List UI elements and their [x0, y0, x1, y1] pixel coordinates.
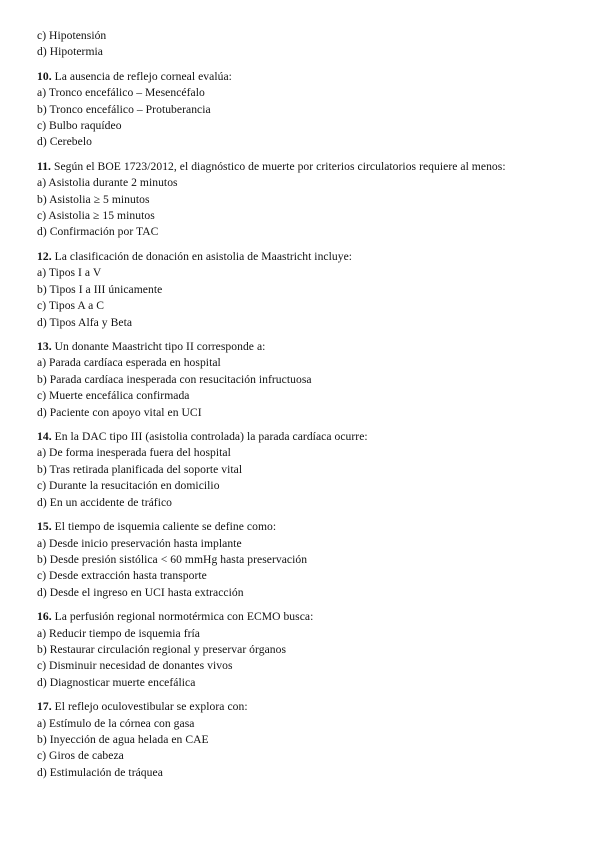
- question-text: La perfusión regional normotérmica con ECMO busca:: [51, 610, 314, 624]
- option-d: d) Tipos Alfa y Beta: [37, 315, 133, 329]
- question-15: [37, 519, 587, 601]
- option-b: b) Tipos I a III únicamente: [37, 282, 163, 296]
- question-number: 14.: [37, 430, 52, 444]
- question-10: [37, 69, 587, 151]
- option-d: d) Diagnosticar muerte encefálica: [37, 675, 196, 689]
- option-c: c) Asistolia ≥ 15 minutos: [37, 209, 155, 223]
- option-a: a) Tronco encefálico – Mesencéfalo: [37, 86, 205, 100]
- question-stem: [37, 249, 587, 265]
- option-b: b) Tronco encefálico – Protuberancia: [37, 102, 211, 116]
- option-b: b) Parada cardíaca inesperada con resucitación infructuosa: [37, 372, 312, 386]
- question-stem: [37, 519, 587, 535]
- option-c: c) Desde extracción hasta transporte: [37, 569, 207, 583]
- question-number: 11.: [37, 159, 52, 173]
- option-a: a) Desde inicio preservación hasta implante: [37, 536, 242, 550]
- question-number: 16.: [37, 610, 52, 624]
- question-text: Un donante Maastricht tipo II corresponde a:: [51, 340, 266, 354]
- option-b: b) Restaurar circulación regional y preservar órganos: [37, 642, 287, 656]
- question-11: [37, 159, 587, 241]
- option-b: b) Tras retirada planificada del soporte vital: [37, 462, 243, 476]
- option-a: a) De forma inesperada fuera del hospital: [37, 446, 231, 460]
- question-text: Según el BOE 1723/2012, el diagnóstico de muerte por criterios circulatorios requiere al menos:: [51, 159, 506, 173]
- option-d: d) Estimulación de tráquea: [37, 765, 163, 779]
- option-b: b) Asistolia ≥ 5 minutos: [37, 192, 150, 206]
- question-number: 17.: [37, 700, 52, 714]
- option-text: c) Hipotensión: [37, 29, 107, 42]
- option-c: c) Bulbo raquídeo: [37, 119, 122, 133]
- question-16: [37, 609, 587, 691]
- question-text: La clasificación de donación en asistolia de Maastricht incluye:: [51, 249, 353, 263]
- option-c: c) Tipos A a C: [37, 299, 105, 313]
- option-b: b) Inyección de agua helada en CAE: [37, 732, 209, 746]
- question-stem: [37, 159, 587, 175]
- question-text: El reflejo oculovestibular se explora con:: [51, 700, 248, 714]
- question-text: En la DAC tipo III (asistolia controlada) la parada cardíaca ocurre:: [51, 430, 368, 444]
- question-14: [37, 429, 587, 511]
- question-text: El tiempo de isquemia caliente se define como:: [51, 520, 277, 534]
- option-d: d) En un accidente de tráfico: [37, 495, 173, 509]
- option-a: a) Tipos I a V: [37, 266, 102, 280]
- option-c: c) Disminuir necesidad de donantes vivos: [37, 659, 233, 673]
- option-a: a) Estímulo de la córnea con gasa: [37, 716, 195, 730]
- question-stem: [37, 699, 587, 715]
- option-a: a) Parada cardíaca esperada en hospital: [37, 356, 221, 370]
- option-a: a) Asistolia durante 2 minutos: [37, 176, 178, 190]
- option-b: b) Desde presión sistólica < 60 mmHg hasta preservación: [37, 552, 308, 566]
- document-page: [37, 28, 587, 781]
- option-d: d) Confirmación por TAC: [37, 225, 159, 239]
- question-number: 13.: [37, 340, 52, 354]
- question-text: La ausencia de reflejo corneal evalúa:: [51, 69, 232, 83]
- option-text: d) Hipotermia: [37, 45, 104, 59]
- question-13: [37, 339, 587, 421]
- question-stem: [37, 339, 587, 355]
- option-c: c) Muerte encefálica confirmada: [37, 389, 190, 403]
- question-stem: [37, 429, 587, 445]
- question-stem: [37, 69, 587, 85]
- question-number: 15.: [37, 520, 52, 534]
- question-12: [37, 249, 587, 331]
- leading-options: [37, 28, 587, 61]
- question-stem: [37, 609, 587, 625]
- question-number: 10.: [37, 69, 52, 83]
- option-c: c) Durante la resucitación en domicilio: [37, 479, 220, 493]
- option-c: c) Giros de cabeza: [37, 749, 124, 763]
- option-a: a) Reducir tiempo de isquemia fría: [37, 626, 200, 640]
- question-number: 12.: [37, 249, 52, 263]
- option-d: d) Desde el ingreso en UCI hasta extracción: [37, 585, 244, 599]
- question-17: [37, 699, 587, 781]
- option-d: d) Cerebelo: [37, 135, 92, 149]
- option-d: d) Paciente con apoyo vital en UCI: [37, 405, 202, 419]
